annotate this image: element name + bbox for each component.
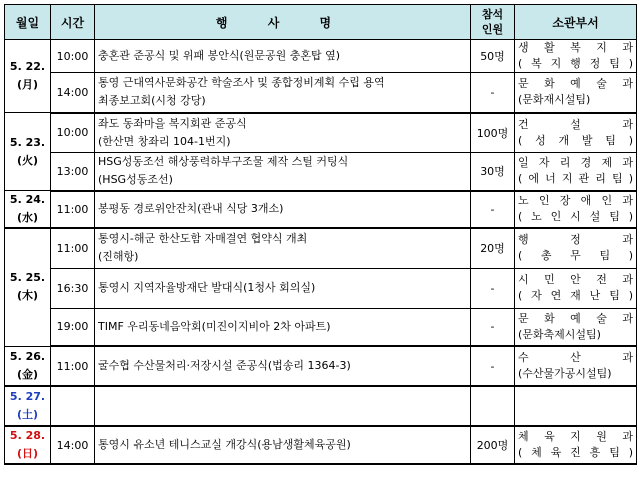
table-row <box>5 426 637 464</box>
department-team: ( 복 지 행 정 팀 ) <box>518 57 633 70</box>
department-name: 행 정 과 <box>518 233 633 247</box>
department-name: 체 육 지 원 과 <box>518 430 633 443</box>
table-row <box>5 228 637 268</box>
event-line: 최종보고회(시청 강당) <box>98 94 206 108</box>
table-row <box>5 73 637 113</box>
department-team: ( 총 무 팀 ) <box>518 249 633 263</box>
weekday-text: (木) <box>16 289 39 303</box>
event-line: 통영시-해군 한산도함 자매결연 협약식 개최 <box>98 232 308 246</box>
table-row <box>5 308 637 346</box>
department-name: 수 산 과 <box>518 351 633 364</box>
department-name: 건 설 과 <box>518 117 633 131</box>
table-row <box>5 346 637 386</box>
date-text: 5. 24. <box>9 193 46 206</box>
date-cell <box>5 426 51 464</box>
time-cell: 16:30 <box>51 268 95 308</box>
event-line: 통영시 지역자율방재단 발대식(1청사 회의실) <box>98 281 316 294</box>
event-line: TIMF 우리동네음악회(미진이지비아 2차 아파트) <box>98 319 331 333</box>
date-cell <box>5 346 51 386</box>
department-cell <box>515 386 637 426</box>
department-cell <box>515 426 637 464</box>
department-cell <box>515 40 637 73</box>
attendance-cell: 100명 <box>471 113 515 153</box>
weekday-text: (日) <box>16 447 39 460</box>
attendance-cell: 50명 <box>471 40 515 73</box>
event-schedule-table <box>4 4 637 465</box>
event-line: 봉평동 경로위안잔치(관내 식당 3개소) <box>98 202 284 216</box>
department-name: 일 자 리 경 제 과 <box>518 156 633 170</box>
date-text: 5. 22. <box>9 60 46 73</box>
department-cell <box>515 73 637 113</box>
event-cell <box>95 40 471 73</box>
event-cell <box>95 191 471 229</box>
date-cell <box>5 40 51 113</box>
time-cell: 11:00 <box>51 191 95 229</box>
department-cell <box>515 153 637 191</box>
time-cell: 14:00 <box>51 73 95 113</box>
date-text: 5. 26. <box>9 349 46 363</box>
department-team: ( 체 육 진 흥 팀 ) <box>518 446 633 459</box>
department-cell <box>515 308 637 346</box>
weekday-text: (月) <box>16 78 39 91</box>
header-attendance-line2: 인원 <box>481 23 504 36</box>
department-team: ( 노 인 시 설 팀 ) <box>518 210 633 224</box>
time-cell <box>51 386 95 426</box>
event-line: 충혼관 준공식 및 위패 봉안식(원문공원 충혼탑 옆) <box>98 49 341 62</box>
header-attendance <box>471 5 515 40</box>
event-line: 좌도 동좌마을 복지회관 준공식 <box>98 116 247 130</box>
event-line: 굴수협 수산물처리·저장시설 준공식(법송리 1364-3) <box>98 359 351 372</box>
event-line: (HSG성동조선) <box>98 173 173 187</box>
header-attendance-line1: 참석 <box>481 8 504 21</box>
weekday-text: (水) <box>16 211 39 224</box>
date-text: 5. 23. <box>9 135 46 149</box>
department-cell <box>515 346 637 386</box>
time-cell: 11:00 <box>51 346 95 386</box>
date-cell <box>5 113 51 191</box>
time-cell: 10:00 <box>51 113 95 153</box>
table-row <box>5 268 637 308</box>
table-row <box>5 191 637 229</box>
date-text: 5. 28. <box>9 429 46 442</box>
date-cell <box>5 386 51 426</box>
header-row <box>5 5 637 40</box>
event-line: (한산면 창좌리 104-1번지) <box>98 134 231 148</box>
time-cell: 14:00 <box>51 426 95 464</box>
department-name: 문 화 예 술 과 <box>518 77 633 91</box>
department-cell <box>515 191 637 229</box>
department-team: ( 성 개 발 팀 ) <box>518 133 633 147</box>
date-text: 5. 25. <box>9 271 46 285</box>
event-cell <box>95 153 471 191</box>
attendance-cell <box>471 386 515 426</box>
date-text: 5. 27. <box>9 390 46 403</box>
event-cell <box>95 73 471 113</box>
event-line: 통영시 유소년 테니스교실 개강식(용남생활체육공원) <box>98 438 351 451</box>
department-cell <box>515 113 637 153</box>
department-team: (문화축제시설팀) <box>518 327 601 341</box>
table-row <box>5 113 637 153</box>
header-time: 시간 <box>51 5 95 40</box>
attendance-cell: 200명 <box>471 426 515 464</box>
department-team: (수산물가공시설팀) <box>518 367 612 380</box>
department-name: 시 민 안 전 과 <box>518 273 633 286</box>
event-cell <box>95 308 471 346</box>
attendance-cell: - <box>471 268 515 308</box>
header-event: 행 사 명 <box>95 5 471 40</box>
event-cell <box>95 113 471 153</box>
attendance-cell: - <box>471 308 515 346</box>
date-cell <box>5 228 51 346</box>
weekday-text: (火) <box>16 153 39 167</box>
department-cell <box>515 268 637 308</box>
table-row <box>5 386 637 426</box>
attendance-cell: - <box>471 346 515 386</box>
event-line: (진해항) <box>98 250 139 264</box>
time-cell: 19:00 <box>51 308 95 346</box>
time-cell: 11:00 <box>51 228 95 268</box>
header-date: 월일 <box>5 5 51 40</box>
schedule-table-wrapper <box>4 4 637 465</box>
event-line: 통영 근대역사문화공간 학술조사 및 종합정비계획 수립 용역 <box>98 76 385 90</box>
department-name: 문 화 예 술 과 <box>518 311 633 325</box>
attendance-cell: 20명 <box>471 228 515 268</box>
attendance-cell: 30명 <box>471 153 515 191</box>
weekday-text: (金) <box>16 367 39 381</box>
department-name: 노 인 장 애 인 과 <box>518 194 633 208</box>
event-cell <box>95 386 471 426</box>
department-name: 생 활 복 지 과 <box>518 41 633 54</box>
department-team: (문화재시설팀) <box>518 93 591 107</box>
event-cell <box>95 426 471 464</box>
table-row <box>5 153 637 191</box>
time-cell: 10:00 <box>51 40 95 73</box>
schedule-body <box>5 40 637 465</box>
department-team: ( 자 연 재 난 팀 ) <box>518 289 633 302</box>
department-cell <box>515 228 637 268</box>
event-line: HSG성동조선 해상풍력하부구조물 제작 스틸 커팅식 <box>98 155 349 169</box>
weekday-text: (土) <box>16 408 39 421</box>
time-cell: 13:00 <box>51 153 95 191</box>
department-team: ( 에 너 지 관 리 팀 ) <box>518 172 633 186</box>
header-department: 소관부서 <box>515 5 637 40</box>
attendance-cell: - <box>471 73 515 113</box>
date-cell <box>5 191 51 229</box>
event-cell <box>95 346 471 386</box>
event-cell <box>95 228 471 268</box>
table-row <box>5 40 637 73</box>
event-cell <box>95 268 471 308</box>
attendance-cell: - <box>471 191 515 229</box>
